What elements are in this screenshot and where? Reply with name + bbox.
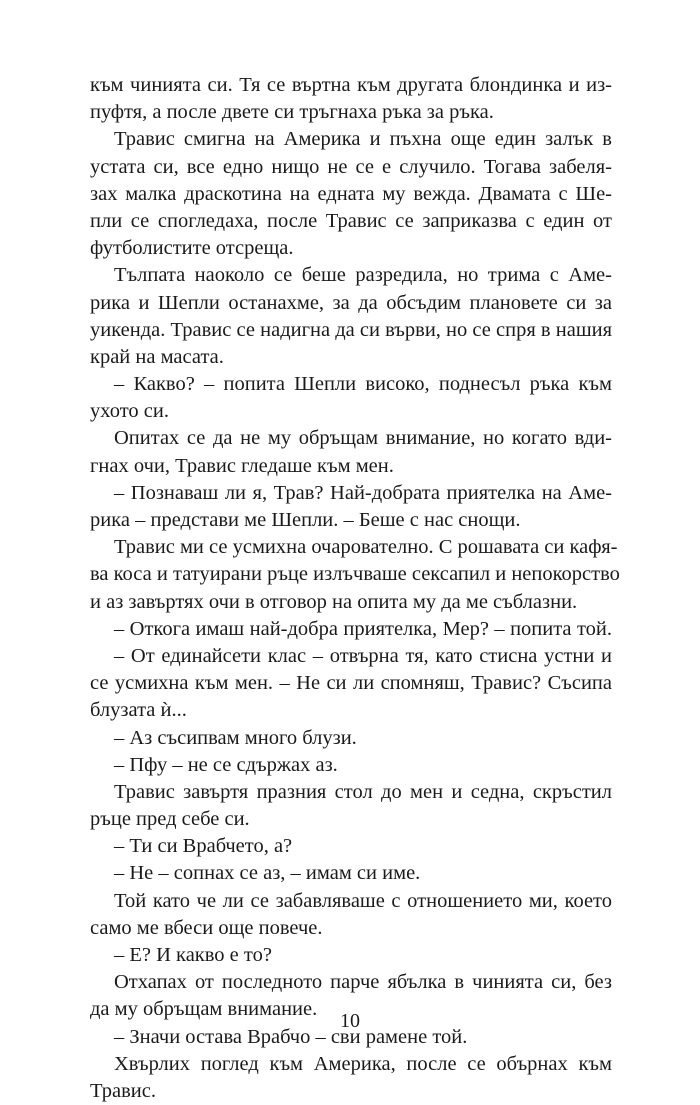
text-line: само ме вбеси още повече. [90,916,323,939]
text-line: и аз завъртях очи в отговор на опита му да ме съблазни. [90,590,578,613]
text-line: се усмихна към мен. – Не си ли спомняш, Травис? Съсипа [90,672,612,695]
text-line: – Аз съсипвам много блузи. [114,726,357,749]
text-line: устата си, все едно нищо не се е случило. Тогава забеля- [90,155,612,178]
text-line: ръце пред себе си. [90,808,250,831]
text-line: край на масата. [90,345,224,368]
text-line: ва коса и татуирани ръце излъчваше сексапил и непокорство [90,563,620,586]
book-page-text [90,72,620,1105]
text-line: блузата ѝ... [90,699,187,722]
text-line: – Значи остава Врабчо – сви рамене той. [114,1025,468,1048]
text-line: Отхапах от последното парче ябълка в чинията си, без [114,971,612,994]
text-line: уикенда. Травис се надигна да си върви, но се спря в нашия [90,318,612,341]
text-line: пуфтя, а после двете си тръгнаха ръка за ръка. [90,101,494,124]
text-line: – Какво? – попита Шепли високо, поднесъл ръка към [114,373,612,396]
text-line: ухото си. [90,400,169,423]
text-line: пли се спогледаха, после Травис се заприказва с един от [90,209,612,232]
text-line: Опитах се да не му обръщам внимание, но когато вди- [114,427,612,450]
text-line: Хвърлих поглед към Америка, после се обърнах към [114,1052,612,1075]
text-line: – Е? И какво е то? [114,944,272,966]
page-number: 10 [340,1010,360,1032]
text-line: – Не – сопнах се аз, – имам си име. [114,862,421,885]
text-line: да му обръщам внимание. [90,998,318,1021]
text-line: Тълпата наоколо се беше разредила, но трима с Аме- [114,264,612,287]
text-line: – Познаваш ли я, Трав? Най-добрата приятелка на Аме- [114,481,612,504]
text-line: – Пфу – не се сдържах аз. [114,753,338,776]
text-line: рика и Шепли останахме, за да обсъдим плановете си за [90,291,612,314]
text-line: футболистите отсреща. [90,237,294,260]
text-line: рика – представи ме Шепли. – Беше с нас снощи. [90,509,521,531]
text-line: Травис ми се усмихна очарователно. С рошавата си кафя- [114,536,618,559]
text-line: – От единайсети клас – отвърна тя, като стисна устни и [114,644,612,667]
text-line: Той като че ли се забавляваше с отношението ми, което [114,889,612,912]
text-line: – Откога имаш най-добра приятелка, Мер? – попита той. [114,617,612,640]
text-line: Травис завъртя празния стол до мен и седна, скръстил [114,780,612,803]
text-line: – Ти си Врабчето, а? [114,835,293,858]
text-line: гнах очи, Травис гледаше към мен. [90,454,394,477]
text-line: Травис смигна на Америка и пъхна още един залък в [114,128,612,151]
text-line: към чинията си. Тя се въртна към другата блондинка и из- [90,74,612,96]
text-line: зах малка драскотина на едната му вежда. Двамата с Ше- [90,182,612,205]
text-line: Травис. [90,1079,156,1102]
